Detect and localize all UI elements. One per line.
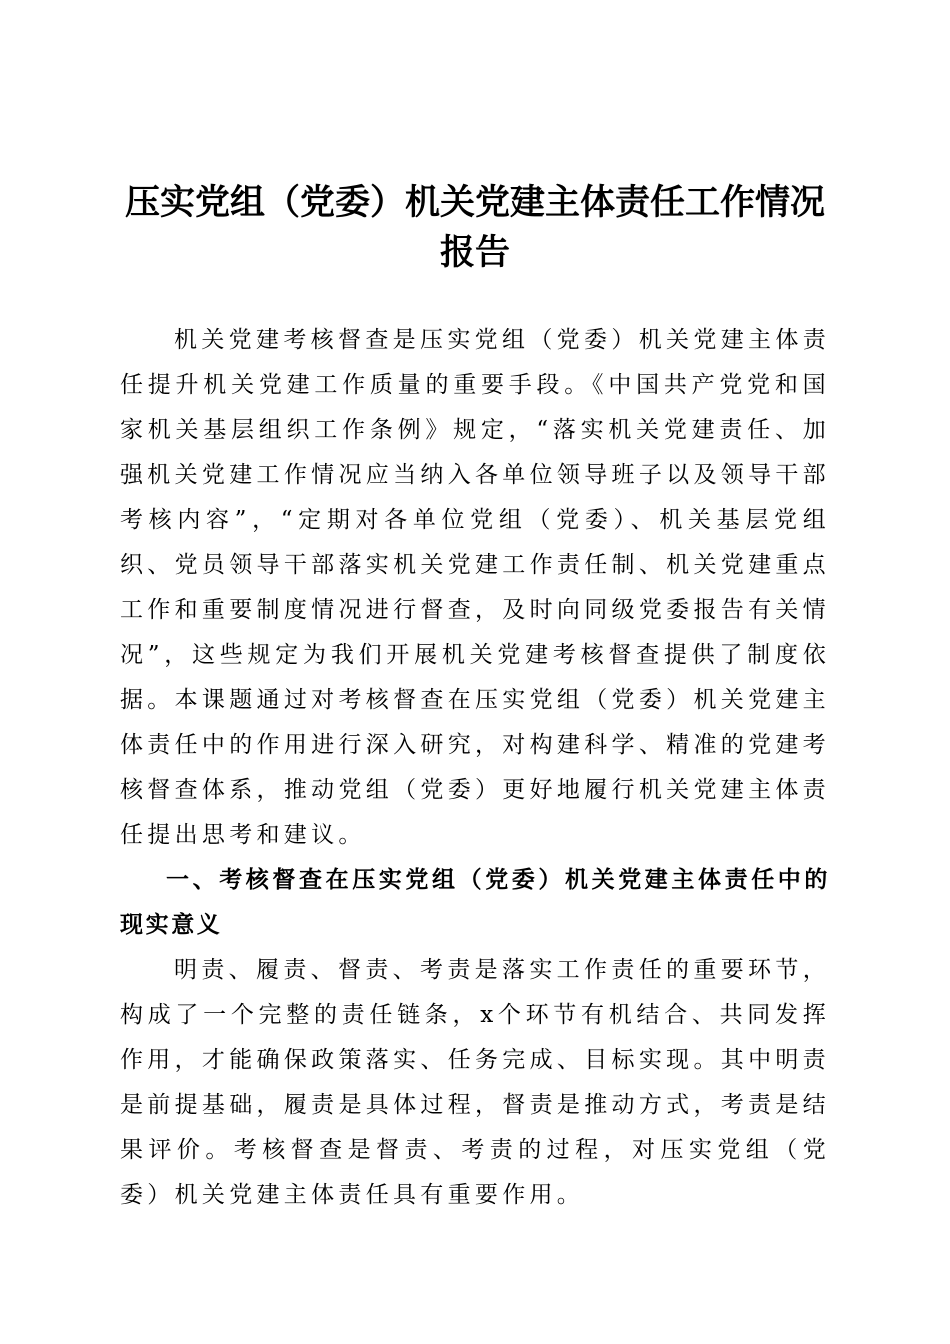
body-paragraph-1: 机关党建考核督查是压实党组（党委）机关党建主体责任提升机关党建工作质量的重要手段。《中国共产党党和国家机关基层组织工作条例》规定，“落实机关党建责任、加强机关党建工作情况应当纳入各单位领导班子以及领导干部考核内容”，“定期对各单位党组（党委）、机关基层党组织、党员领导干部落实机关党建工作责任制、机关党建重点工作和重要制度情况进行督查，及时向同级党委报告有关情况”，这些规定为我们开展机关党建考核督查提供了制度依据。本课题通过对考核督查在压实党组（党委）机关党建主体责任中的作用进行深入研究，对构建科学、精准的党建考核督查体系，推动党组（党委）更好地履行机关党建主体责任提出思考和建议。 [120,327,830,848]
document-body [120,318,830,1218]
body-paragraph-2: 明责、履责、督责、考责是落实工作责任的重要环节，构成了一个完整的责任链条，x个环节有机结合、共同发挥作用，才能确保政策落实、任务完成、目标实现。其中明责是前提基础，履责是具体过程，督责是推动方式，考责是结果评价。考核督查是督责、考责的过程，对压实党组（党委）机关党建主体责任具有重要作用。 [120,957,830,1208]
section-heading-1: 一、考核督查在压实党组（党委）机关党建主体责任中的现实意义 [120,867,830,938]
document-title-line-1: 压实党组（党委）机关党建主体责任工作情况 [124,182,825,223]
document-title-line-2: 报告 [439,232,510,273]
document-title [110,178,840,278]
